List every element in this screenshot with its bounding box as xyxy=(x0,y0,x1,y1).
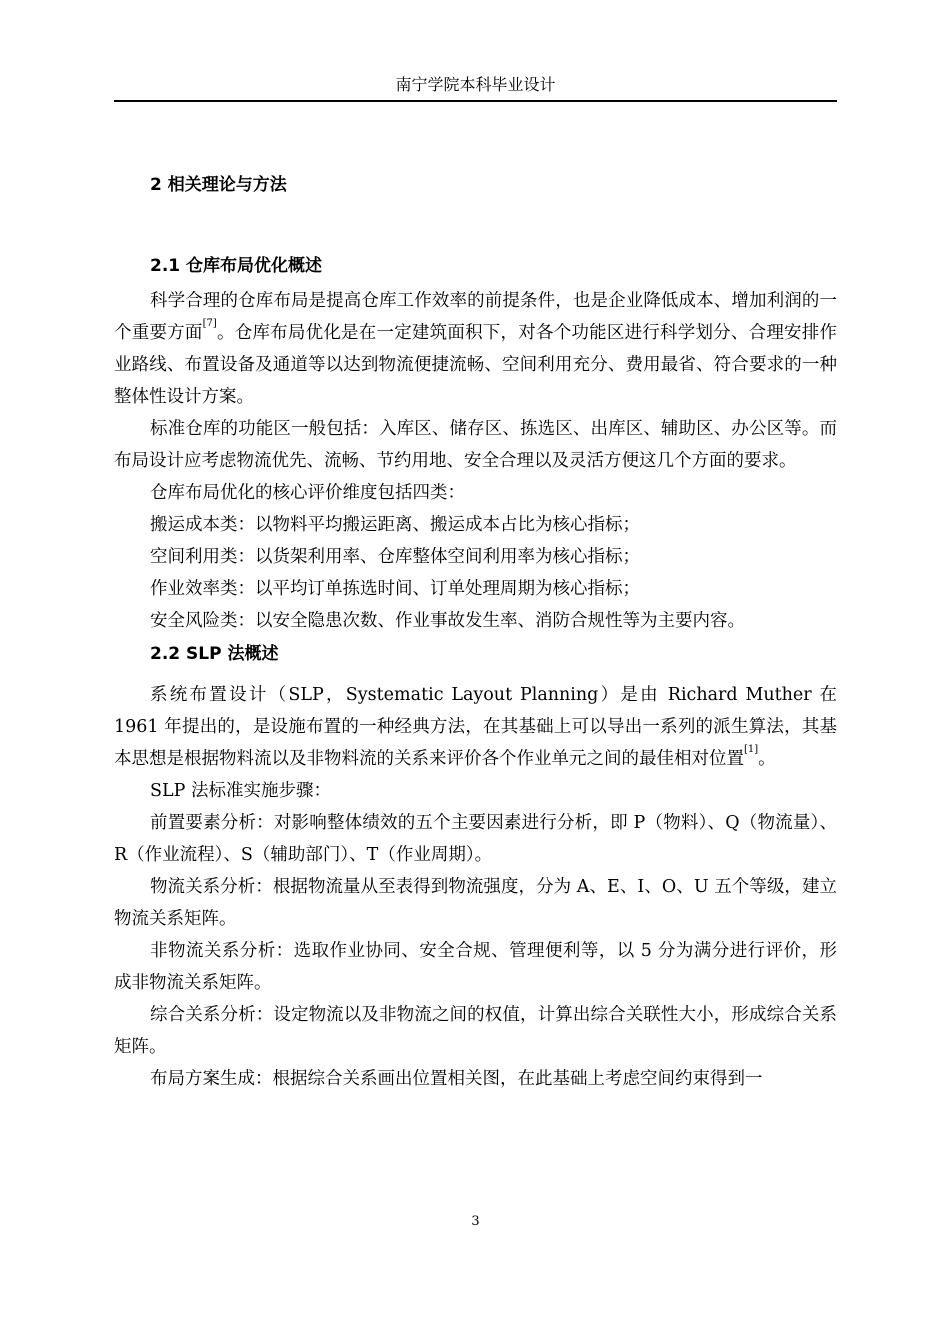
paragraph-text: 科学合理的仓库布局是提高仓库工作效率的前提条件，也是企业降低成本、增加利润的一个重要方面 xyxy=(114,291,837,343)
section-2-1-paragraph-4: 搬运成本类：以物料平均搬运距离、搬运成本占比为核心指标； xyxy=(150,515,640,535)
section-2-1-title: 2.1 仓库布局优化概述 xyxy=(150,256,323,276)
section-2-1-paragraph-5: 空间利用类：以货架利用率、仓库整体空间利用率为核心指标； xyxy=(150,547,640,567)
paragraph-text: 系统布置设计（SLP，Systematic Layout Planning）是由 Richard Muther 在 1961 年提出的，是设施布置的一种经典方法，在其基础上可以导出一系列的派生算法，其基本思想是根据物料流以及非物料流的关系来评价各个作业单元之间的最佳相对位置 xyxy=(114,685,837,769)
section-2-2-paragraph-4: 物流关系分析：根据物流量从至表得到物流强度，分为 A、E、I、O、U 五个等级，建立物流关系矩阵。 xyxy=(114,877,837,929)
page-header: 南宁学院本科毕业设计 xyxy=(395,75,556,94)
citation-ref: [7] xyxy=(202,318,217,329)
section-2-2-paragraph-7: 布局方案生成：根据综合关系画出位置相关图，在此基础上考虑空间约束得到一 xyxy=(150,1069,763,1089)
section-2-2-paragraph-2: SLP 法标准实施步骤： xyxy=(150,781,331,801)
section-2-1-paragraph-3: 仓库布局优化的核心评价维度包括四类： xyxy=(150,483,465,503)
section-2-1-paragraph-1 xyxy=(114,285,837,413)
section-2-1-paragraph-2: 标准仓库的功能区一般包括：入库区、储存区、拣选区、出库区、辅助区、办公区等。而布局设计应考虑物流优先、流畅、节约用地、安全合理以及灵活方便这几个方面的要求。 xyxy=(114,419,837,471)
section-2-2-paragraph-5: 非物流关系分析：选取作业协同、安全合规、管理便利等，以 5 分为满分进行评价，形成非物流关系矩阵。 xyxy=(114,941,837,993)
paragraph-text: 。 xyxy=(758,749,776,769)
citation-ref: [1] xyxy=(744,744,759,755)
section-2-2-paragraph-1 xyxy=(114,679,837,775)
section-2-2-title: 2.2 SLP 法概述 xyxy=(150,644,279,664)
section-2-1-paragraph-6: 作业效率类：以平均订单拣选时间、订单处理周期为核心指标； xyxy=(150,579,640,599)
spacer xyxy=(114,202,837,249)
section-2-2-paragraph-3: 前置要素分析：对影响整体绩效的五个主要因素进行分析，即 P（物料）、Q（物流量）、R（作业流程）、S（辅助部门）、T（作业周期）。 xyxy=(114,813,837,865)
page-number: 3 xyxy=(471,1214,480,1229)
paragraph-text: 。仓库布局优化是在一定建筑面积下，对各个功能区进行科学划分、合理安排作业路线、布置设备及通道等以达到物流便捷流畅、空间利用充分、费用最省、符合要求的一种整体性设计方案。 xyxy=(114,323,838,407)
header-rule xyxy=(114,100,837,102)
section-2-1-paragraph-7: 安全风险类：以安全隐患次数、作业事故发生率、消防合规性等为主要内容。 xyxy=(150,611,745,631)
page-body xyxy=(114,168,837,1095)
spacer xyxy=(114,671,837,679)
section-2-2-paragraph-6: 综合关系分析：设定物流以及非物流之间的权值，计算出综合关联性大小，形成综合关系矩阵。 xyxy=(114,1005,837,1057)
chapter-title: 2 相关理论与方法 xyxy=(150,175,287,195)
